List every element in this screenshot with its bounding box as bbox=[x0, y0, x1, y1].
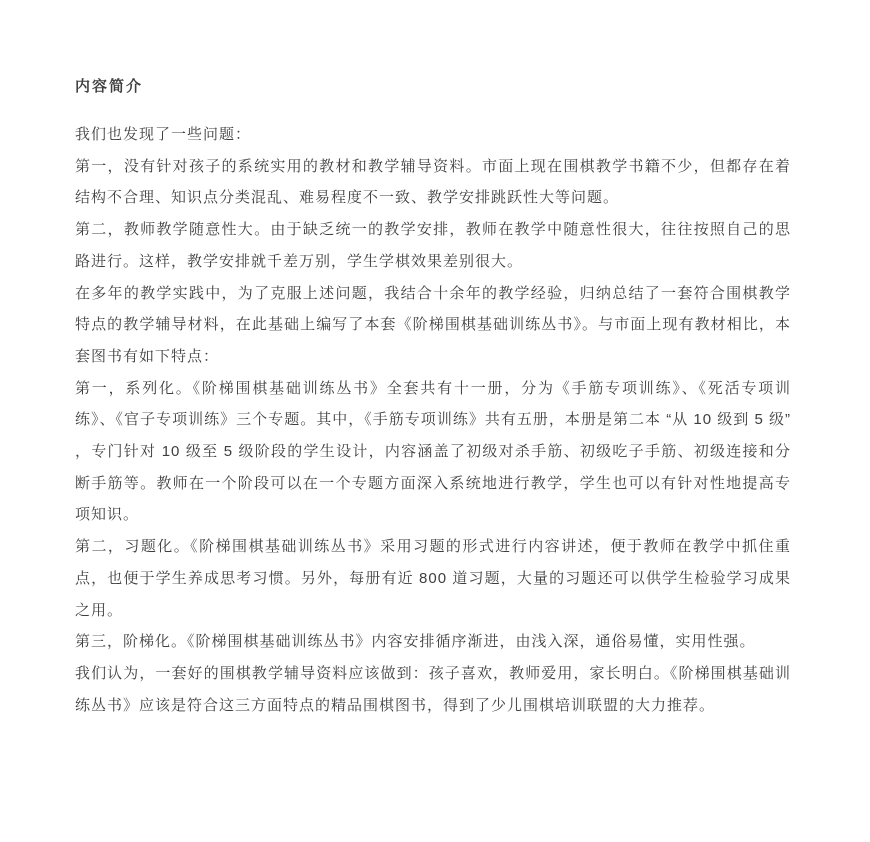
document-body bbox=[75, 119, 791, 721]
paragraph: 第一，没有针对孩子的系统实用的教材和教学辅导资料。市面上现在围棋教学书籍不少，但都存在着结构不合理、知识点分类混乱、难易程度不一致、教学安排跳跃性大等问题。 bbox=[75, 157, 791, 207]
document-title: 内容简介 bbox=[75, 78, 144, 95]
paragraph: 在多年的教学实践中，为了克服上述问题，我结合十余年的教学经验，归纳总结了一套符合围棋教学特点的教学辅导材料，在此基础上编写了本套《阶梯围棋基础训练丛书》。与市面上现有教材相比，本套图书有如下特点： bbox=[75, 284, 791, 365]
paragraph: 第二，习题化。《阶梯围棋基础训练丛书》采用习题的形式进行内容讲述，便于教师在教学中抓住重点，也便于学生养成思考习惯。另外，每册有近 800 道习题，大量的习题还可以供学生检验学习成果之用。 bbox=[75, 538, 791, 619]
paragraph: 第一，系列化。《阶梯围棋基础训练丛书》全套共有十一册，分为《手筋专项训练》、《死活专项训练》、《官子专项训练》三个专题。其中，《手筋专项训练》共有五册，本册是第二本 “从 10 级到 5 级” ，专门针对 10 级至 5 级阶段的学生设计，内容涵盖了初级对杀手筋、初级吃子手筋、初级连接和分断手筋等。教师在一个阶段可以在一个专题方面深入系统地进行教学，学生也可以有针对性地提高专项知识。 bbox=[75, 379, 791, 524]
paragraph: 第二，教师教学随意性大。由于缺乏统一的教学安排，教师在教学中随意性很大，往往按照自己的思路进行。这样，教学安排就千差万别，学生学棋效果差别很大。 bbox=[75, 221, 791, 270]
paragraph: 我们认为，一套好的围棋教学辅导资料应该做到：孩子喜欢，教师爱用，家长明白。《阶梯围棋基础训练丛书》应该是符合这三方面特点的精品围棋图书，得到了少儿围棋培训联盟的大力推荐。 bbox=[75, 664, 791, 714]
paragraph: 我们也发现了一些问题： bbox=[75, 126, 252, 143]
paragraph: 第三，阶梯化。《阶梯围棋基础训练丛书》内容安排循序渐进，由浅入深，通俗易懂，实用性强。 bbox=[75, 633, 756, 651]
